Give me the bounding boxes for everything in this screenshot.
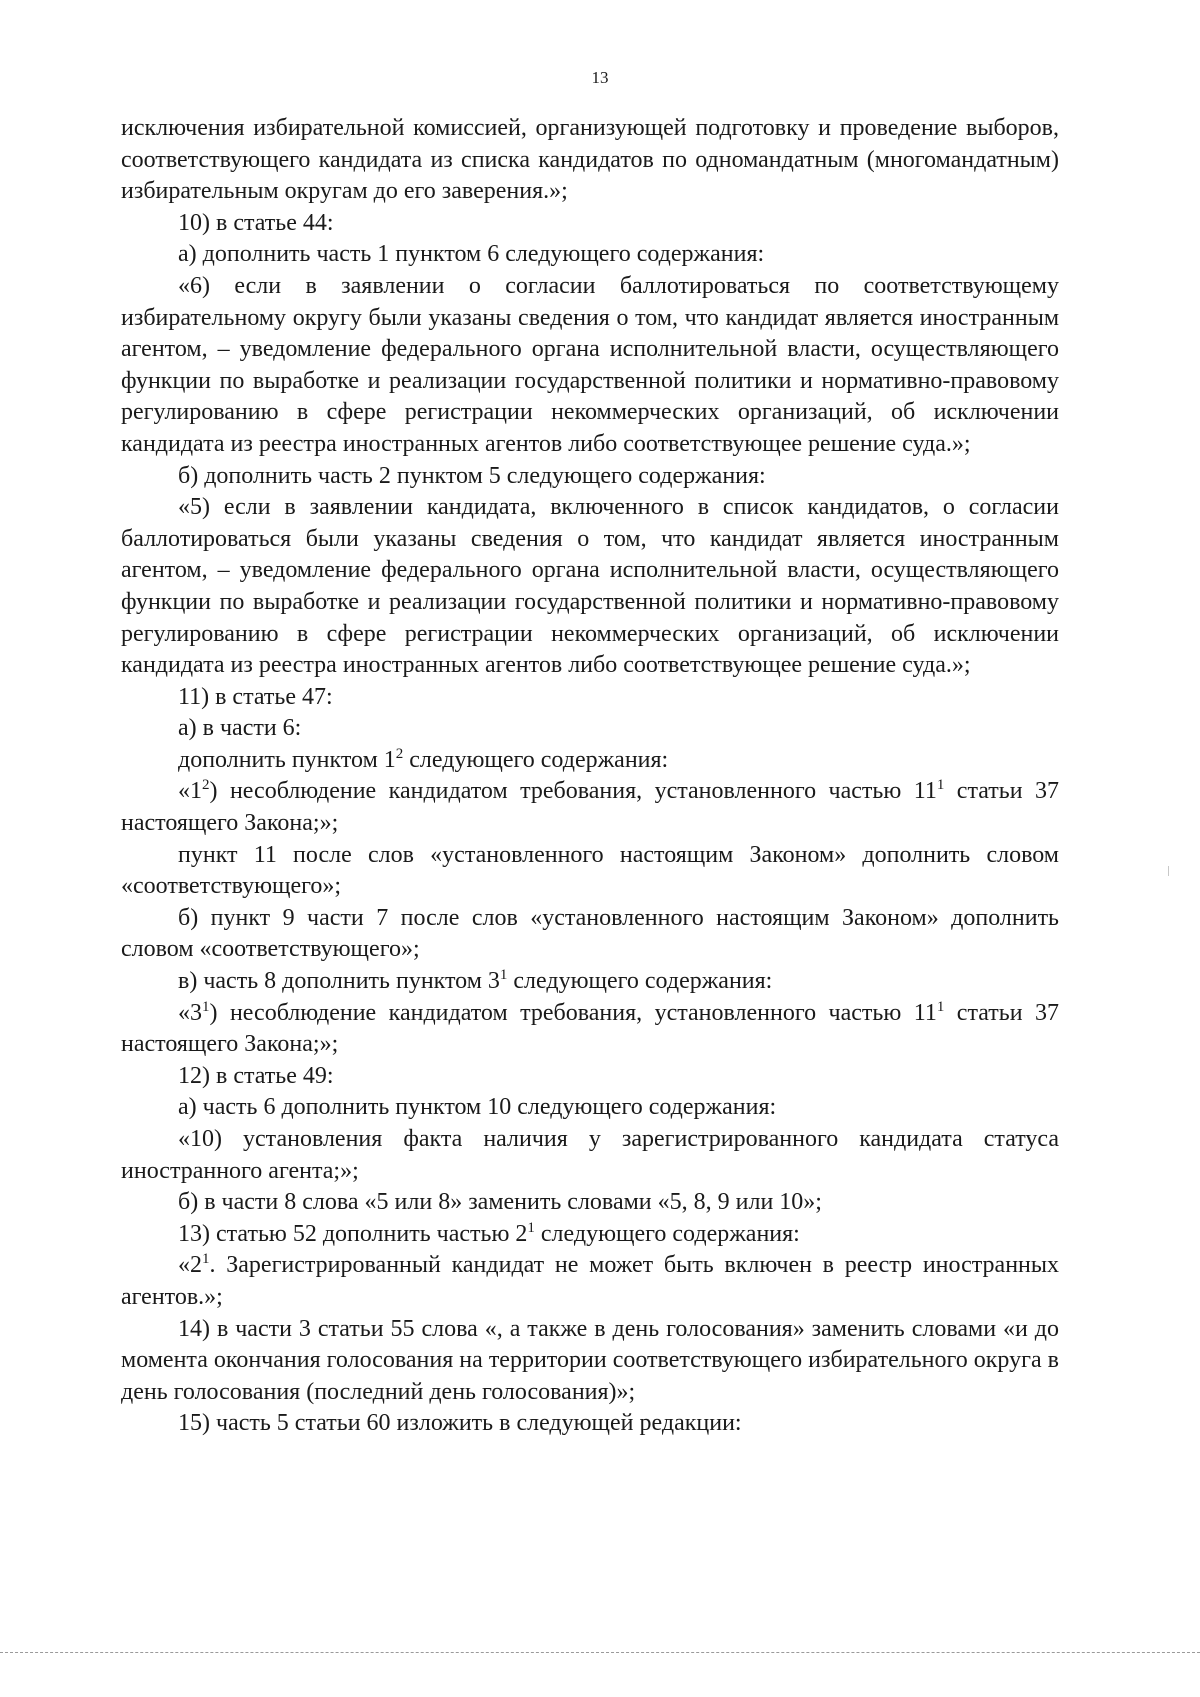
document-body: [121, 113, 1059, 1440]
paragraph-14-text: «3: [178, 999, 202, 1026]
paragraph-8: а) в части 6:: [178, 715, 302, 742]
paragraph-9: [121, 745, 1059, 777]
paragraph-14-text-mid: ) несоблюдение кандидатом требования, установленного частью 11: [209, 999, 937, 1026]
paragraph-13: [121, 966, 1059, 998]
page-number: 13: [591, 68, 609, 87]
paragraph-2: 10) в статье 44:: [178, 209, 334, 236]
paragraph-13-text-end: следующего содержания:: [507, 968, 773, 995]
paragraph-15: 12) в статье 49:: [178, 1062, 334, 1089]
paragraph-13-text: в) часть 8 дополнить пунктом 3: [178, 968, 500, 995]
paragraph-19-text: 13) статью 52 дополнить частью 2: [178, 1220, 528, 1247]
superscript: 1: [499, 967, 508, 984]
paragraph-10: [121, 776, 1059, 839]
paragraph-6: «5) если в заявлении кандидата, включенного в список кандидатов, о согласии баллотироваться были указаны сведения о том, что кандидат является иностранным агентом, – уведомление федерального органа исполнительной власти, осуществляющего функции по выработке и реализации государственной политики и нормативно-правовому регулированию в сфере регистрации некоммерческих организаций, об исключении кандидата из реестра иностранных агентов либо соответствующее решение суда.»;: [121, 494, 1059, 679]
superscript: 2: [202, 777, 210, 794]
superscript: 1: [202, 998, 210, 1015]
paragraph-20-text: «2: [178, 1252, 202, 1279]
scan-margin-mark: [1168, 866, 1169, 876]
superscript: 1: [527, 1219, 535, 1236]
superscript: 2: [395, 745, 404, 762]
superscript: 1: [936, 998, 945, 1015]
superscript: 1: [202, 1251, 210, 1268]
paragraph-5: б) дополнить часть 2 пунктом 5 следующего содержания:: [178, 462, 766, 489]
paragraph-12: б) пункт 9 части 7 после слов «установленного настоящим Законом» дополнить словом «соответствующего»;: [121, 904, 1059, 963]
paragraph-10-text-end: статьи 37 настоящего Закона;»;: [121, 778, 1059, 837]
paragraph-11: пункт 11 после слов «установленного настоящим Законом» дополнить словом «соответствующего»;: [121, 841, 1059, 900]
paragraph-1: исключения избирательной комиссией, организующей подготовку и проведение выборов, соответствующего кандидата из списка кандидатов по одномандатным (многомандатным) избирательным округам до его заверения.»;: [121, 115, 1059, 205]
paragraph-17: «10) установления факта наличия у зарегистрированного кандидата статуса иностранного агента;»;: [121, 1126, 1059, 1184]
paragraph-20: [121, 1250, 1059, 1313]
paragraph-4: «6) если в заявлении о согласии баллотироваться по соответствующему избирательному округу были указаны сведения о том, что кандидат является иностранным агентом, – уведомление федерального органа исполнительной власти, осуществляющего функции по выработке и реализации государственной политики и нормативно-правовому регулированию в сфере регистрации некоммерческих организаций, об исключении кандидата из реестра иностранных агентов либо соответствующее решение суда.»;: [121, 272, 1059, 457]
paragraph-21: 14) в части 3 статьи 55 слова «, а также в день голосования» заменить словами «и до момента окончания голосования на территории соответствующего избирательного округа в день голосования (последний день голосования)»;: [121, 1315, 1059, 1405]
paragraph-19-text-end: следующего содержания:: [534, 1220, 800, 1247]
paragraph-9-text: дополнить пунктом 1: [178, 746, 396, 773]
paragraph-10-text: «1: [178, 778, 202, 805]
paragraph-10-text-mid: ) несоблюдение кандидатом требования, установленного частью 11: [209, 778, 937, 805]
paragraph-7: 11) в статье 47:: [178, 683, 333, 710]
paragraph-9-text-end: следующего содержания:: [403, 746, 669, 773]
paragraph-14-text-end: статьи 37 настоящего Закона;»;: [121, 999, 1059, 1058]
scan-bottom-edge-line: [0, 1652, 1200, 1653]
superscript: 1: [936, 777, 945, 794]
paragraph-16: а) часть 6 дополнить пунктом 10 следующего содержания:: [178, 1094, 777, 1121]
paragraph-14: [121, 998, 1059, 1061]
paragraph-22: 15) часть 5 статьи 60 изложить в следующей редакции:: [178, 1410, 742, 1437]
paragraph-3: а) дополнить часть 1 пунктом 6 следующего содержания:: [178, 241, 765, 268]
paragraph-20-text-end: . Зарегистрированный кандидат не может быть включен в реестр иностранных агентов.»;: [121, 1252, 1059, 1310]
paragraph-19: [121, 1219, 1059, 1251]
paragraph-18: б) в части 8 слова «5 или 8» заменить словами «5, 8, 9 или 10»;: [178, 1189, 822, 1216]
